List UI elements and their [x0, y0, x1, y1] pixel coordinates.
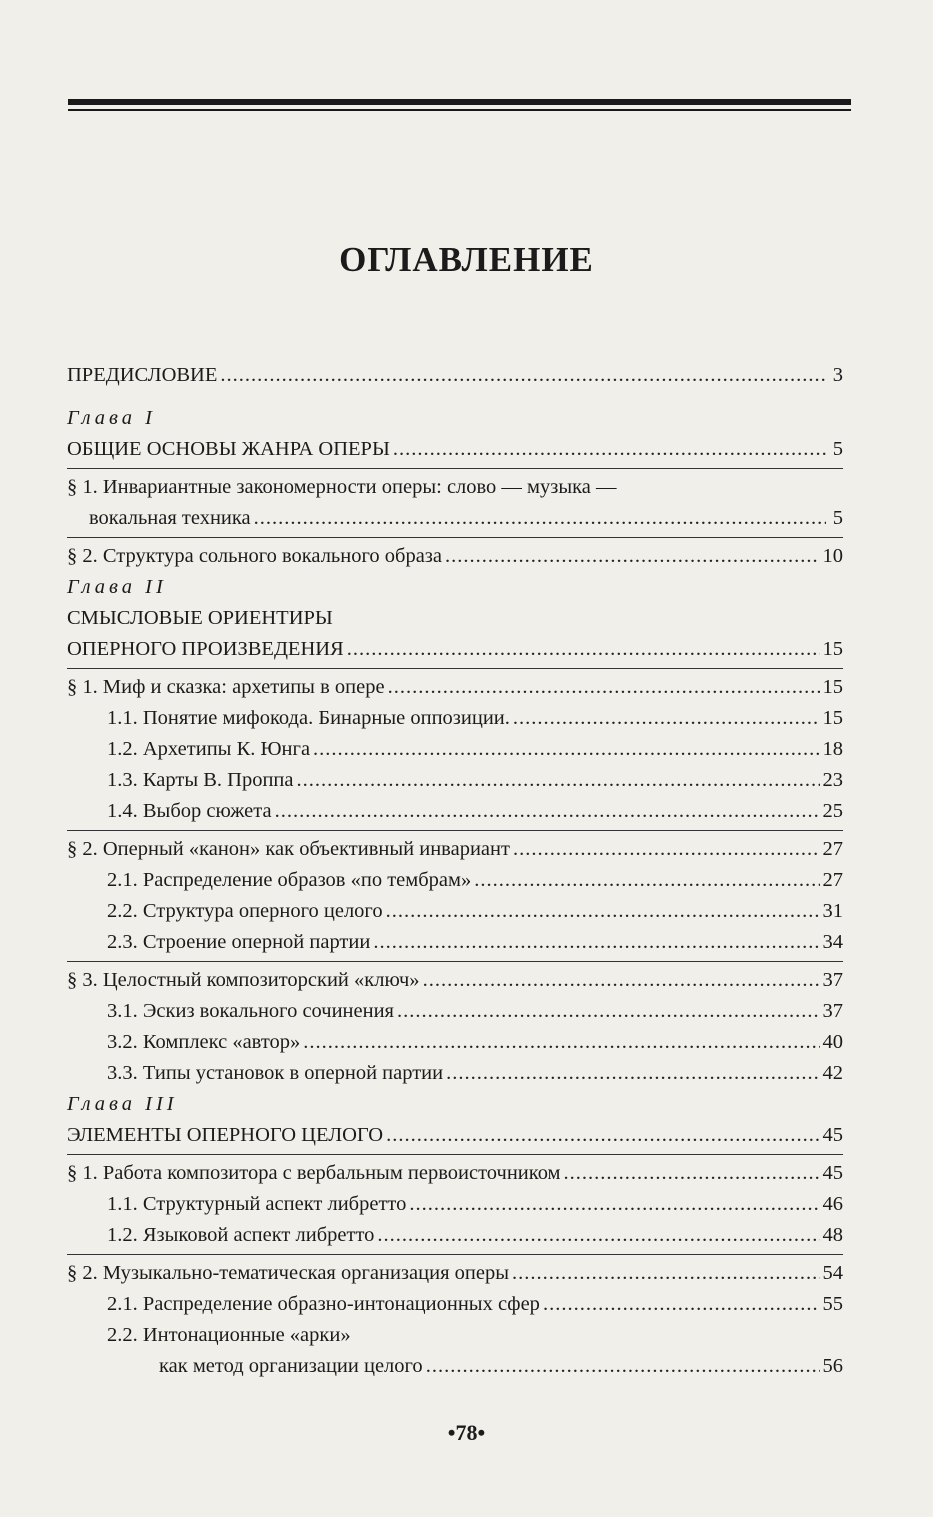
- toc-entry-text: § 3. Целостный композиторский «ключ»: [67, 969, 420, 991]
- header-rule-thin: [68, 109, 851, 111]
- toc-entry-section: [67, 1258, 843, 1289]
- toc-entry-subsection: [67, 865, 843, 896]
- page-number: •78•: [447, 1420, 486, 1445]
- toc-entry-chapter-title: [67, 1120, 843, 1151]
- toc-entry-subsection: [67, 765, 843, 796]
- chapter-label: Глава I: [67, 407, 156, 429]
- section-divider: [67, 1254, 843, 1255]
- toc-entry-preface: [67, 360, 843, 391]
- leader-dots: [388, 672, 820, 703]
- leader-dots: [474, 865, 819, 896]
- leader-dots: [445, 541, 820, 572]
- leader-dots: [275, 796, 820, 827]
- section-divider: [67, 468, 843, 469]
- leader-dots: [254, 503, 826, 534]
- toc-page-number: 48: [822, 1224, 843, 1246]
- toc-page-number: 5: [832, 507, 843, 529]
- toc-page-number: 25: [822, 800, 843, 822]
- chapter-label: Глава III: [67, 1093, 178, 1115]
- toc-page-number: 15: [822, 707, 843, 729]
- toc-page-number: 27: [822, 838, 843, 860]
- section-divider: [67, 830, 843, 831]
- toc-entry-subsection: [67, 927, 843, 958]
- toc-entry-section-line2: [67, 503, 843, 534]
- leader-dots: [393, 434, 826, 465]
- chapter-label: Глава II: [67, 576, 167, 598]
- toc-entry-text: ОПЕРНОГО ПРОИЗВЕДЕНИЯ: [67, 638, 344, 660]
- table-of-contents: [67, 360, 843, 1382]
- toc-entry-text: § 2. Музыкально-тематическая организация оперы: [67, 1262, 509, 1284]
- toc-entry-text: 3.1. Эскиз вокального сочинения: [107, 1000, 394, 1022]
- section-divider: [67, 961, 843, 962]
- toc-entry-text: 2.2. Интонационные «арки»: [107, 1324, 351, 1346]
- toc-entry-subsection: [67, 796, 843, 827]
- toc-entry-subsection: [67, 1289, 843, 1320]
- leader-dots: [373, 927, 819, 958]
- section-divider: [67, 668, 843, 669]
- toc-page-number: 18: [822, 738, 843, 760]
- toc-page-number: 37: [822, 969, 843, 991]
- toc-entry-chapter-title-line1: [67, 603, 843, 634]
- toc-page-number: 54: [822, 1262, 843, 1284]
- leader-dots: [397, 996, 820, 1027]
- toc-page-number: 45: [822, 1162, 843, 1184]
- toc-entry-text: § 1. Инвариантные закономерности оперы: слово — музыка —: [67, 476, 617, 498]
- toc-entry-subsection-line2: [67, 1351, 843, 1382]
- toc-entry-section: [67, 834, 843, 865]
- toc-entry-text: 2.1. Распределение образно-интонационных сфер: [107, 1293, 540, 1315]
- toc-entry-chapter-title-line2: [67, 634, 843, 665]
- toc-entry-text: 1.2. Архетипы К. Юнга: [107, 738, 311, 760]
- toc-page-number: 40: [822, 1031, 843, 1053]
- header-rule-thick: [68, 99, 851, 105]
- toc-entry-subsection: [67, 996, 843, 1027]
- toc-entry-text: 1.2. Языковой аспект либретто: [107, 1224, 375, 1246]
- leader-dots: [543, 1289, 820, 1320]
- toc-entry-section: [67, 965, 843, 996]
- toc-page-number: 27: [822, 869, 843, 891]
- toc-entry-subsection: [67, 1220, 843, 1251]
- toc-entry-text: как метод организации целого: [159, 1355, 423, 1377]
- toc-entry-section-line1: [67, 472, 843, 503]
- toc-entry-text: ЭЛЕМЕНТЫ ОПЕРНОГО ЦЕЛОГО: [67, 1124, 384, 1146]
- toc-page-number: 55: [822, 1293, 843, 1315]
- toc-page-number: 34: [822, 931, 843, 953]
- leader-dots: [564, 1158, 820, 1189]
- toc-page-number: 56: [822, 1355, 843, 1377]
- leader-dots: [303, 1027, 819, 1058]
- toc-entry-text: § 2. Структура сольного вокального образа: [67, 545, 442, 567]
- leader-dots: [423, 965, 820, 996]
- toc-entry-text: СМЫСЛОВЫЕ ОРИЕНТИРЫ: [67, 607, 333, 629]
- leader-dots: [513, 703, 820, 734]
- toc-page-number: 45: [822, 1124, 843, 1146]
- toc-entry-subsection: [67, 1058, 843, 1089]
- toc-page-number: 42: [822, 1062, 843, 1084]
- leader-dots: [347, 634, 820, 665]
- leader-dots: [426, 1351, 820, 1382]
- toc-entry-section: [67, 1158, 843, 1189]
- leader-dots: [409, 1189, 819, 1220]
- toc-entry-text: 2.3. Строение оперной партии: [107, 931, 371, 953]
- leader-dots: [513, 834, 820, 865]
- toc-entry-text: ОБЩИЕ ОСНОВЫ ЖАНРА ОПЕРЫ: [67, 438, 390, 460]
- leader-dots: [296, 765, 819, 796]
- leader-dots: [512, 1258, 820, 1289]
- toc-entry-chapter-title: [67, 434, 843, 465]
- toc-entry-subsection: [67, 703, 843, 734]
- toc-page-number: 10: [822, 545, 843, 567]
- toc-entry-text: 1.3. Карты В. Проппа: [107, 769, 294, 791]
- leader-dots: [386, 1120, 819, 1151]
- toc-entry-section: [67, 672, 843, 703]
- toc-entry-section: [67, 541, 843, 572]
- leader-dots: [377, 1220, 819, 1251]
- toc-page-number: 15: [822, 638, 843, 660]
- page-title: ОГЛАВЛЕНИЕ: [339, 240, 594, 279]
- toc-entry-subsection: [67, 1189, 843, 1220]
- toc-entry-text: 1.1. Структурный аспект либретто: [107, 1193, 407, 1215]
- toc-entry-subsection: [67, 734, 843, 765]
- toc-entry-text: § 1. Работа композитора с вербальным первоисточником: [67, 1162, 561, 1184]
- toc-entry-subsection: [67, 896, 843, 927]
- toc-page-number: 46: [822, 1193, 843, 1215]
- toc-page-number: 23: [822, 769, 843, 791]
- section-divider: [67, 1154, 843, 1155]
- toc-page-number: 15: [822, 676, 843, 698]
- toc-entry-text: 2.2. Структура оперного целого: [107, 900, 383, 922]
- toc-entry-subsection: [67, 1027, 843, 1058]
- toc-entry-text: ПРЕДИСЛОВИЕ: [67, 364, 218, 386]
- toc-entry-text: вокальная техника: [89, 507, 251, 529]
- toc-entry-text: § 1. Миф и сказка: архетипы в опере: [67, 676, 385, 698]
- toc-entry-text: 1.4. Выбор сюжета: [107, 800, 272, 822]
- section-divider: [67, 537, 843, 538]
- toc-page-number: 3: [832, 364, 843, 386]
- toc-entry-text: § 2. Оперный «канон» как объективный инвариант: [67, 838, 510, 860]
- toc-entry-text: 2.1. Распределение образов «по тембрам»: [107, 869, 472, 891]
- toc-entry-text: 3.2. Комплекс «автор»: [107, 1031, 301, 1053]
- leader-dots: [446, 1058, 819, 1089]
- toc-page-number: 5: [832, 438, 843, 460]
- leader-dots: [313, 734, 819, 765]
- toc-entry-text: 1.1. Понятие мифокода. Бинарные оппозиции.: [107, 707, 510, 729]
- toc-entry-subsection-line1: [67, 1320, 843, 1351]
- toc-page-number: 37: [822, 1000, 843, 1022]
- toc-page-number: 31: [822, 900, 843, 922]
- leader-dots: [220, 360, 826, 391]
- leader-dots: [386, 896, 820, 927]
- toc-entry-text: 3.3. Типы установок в оперной партии: [107, 1062, 444, 1084]
